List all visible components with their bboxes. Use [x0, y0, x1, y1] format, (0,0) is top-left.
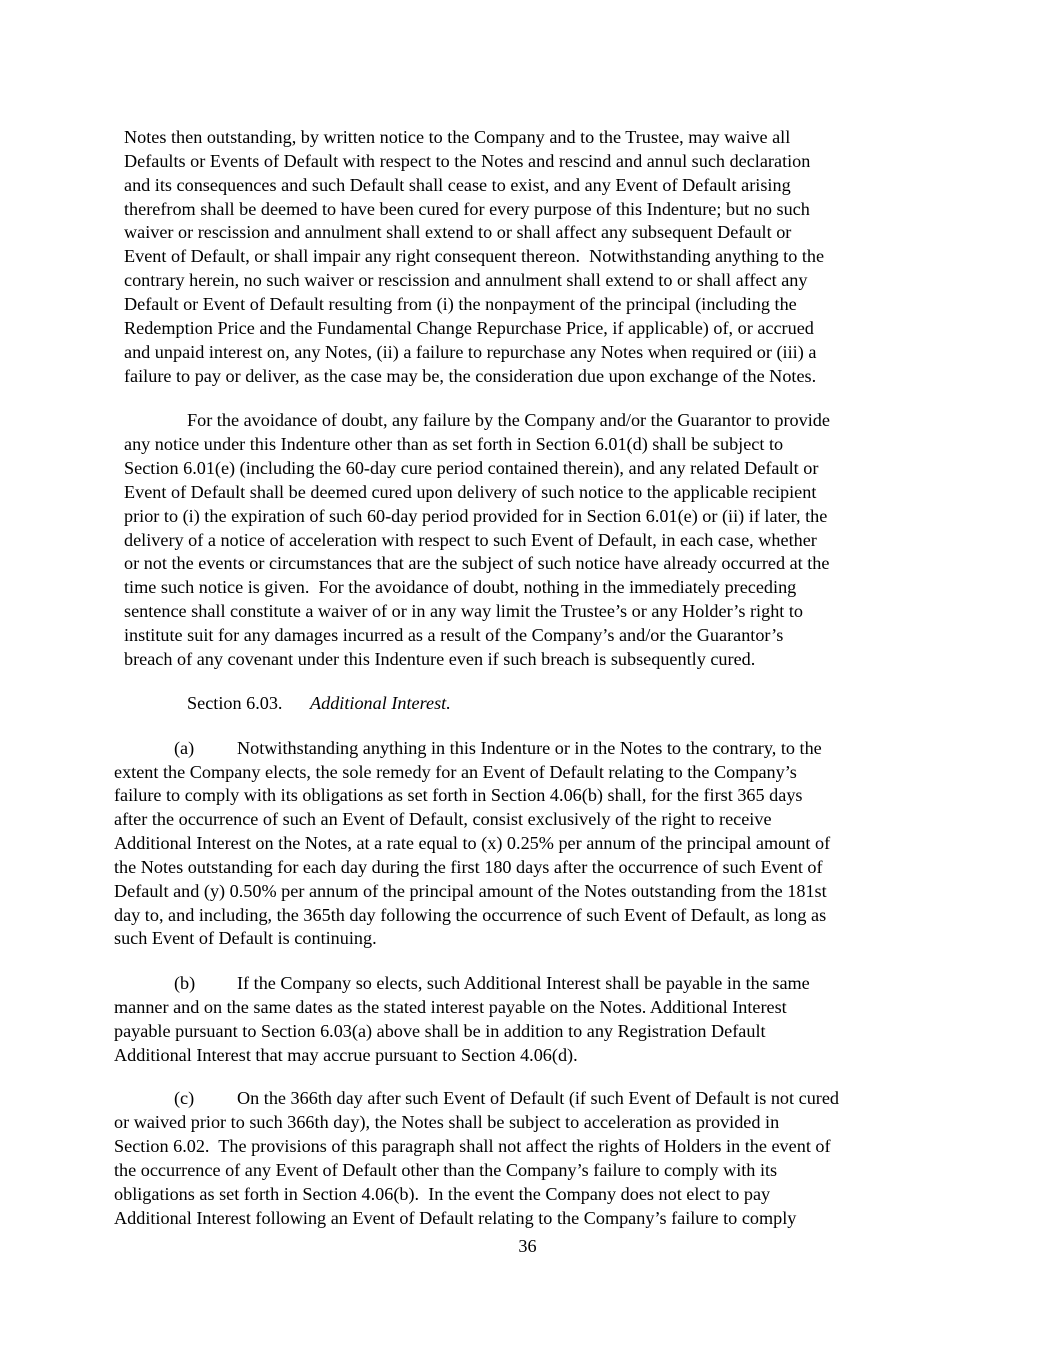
text-line: or waived prior to such 366th day), the Notes shall be subject to acceleration as provided in — [114, 1112, 780, 1132]
clause-label: (b) — [174, 973, 196, 993]
text-line: waiver or rescission and annulment shall extend to or shall affect any subsequent Default or — [124, 222, 792, 242]
text-line: Default or Event of Default resulting from (i) the nonpayment of the principal (including the — [124, 294, 797, 314]
text-line: Section 6.02. The provisions of this paragraph shall not affect the rights of Holders in the event of — [114, 1136, 831, 1156]
section-number: Section 6.03. — [187, 693, 283, 713]
text-line: Additional Interest that may accrue pursuant to Section 4.06(d). — [114, 1045, 578, 1065]
text-line: Redemption Price and the Fundamental Change Repurchase Price, if applicable) of, or accrued — [124, 318, 814, 338]
text-line: obligations as set forth in Section 4.06(b). In the event the Company does not elect to pay — [114, 1184, 771, 1204]
clause-label: (a) — [174, 738, 195, 758]
text-line: the Notes outstanding for each day during the first 180 days after the occurrence of such Event of — [114, 857, 823, 877]
text-line: failure to pay or deliver, as the case may be, the consideration due upon exchange of the Notes. — [124, 366, 817, 386]
text-line: extent the Company elects, the sole remedy for an Event of Default relating to the Company’s — [114, 762, 797, 782]
text-line: Event of Default, or shall impair any right consequent thereon. Notwithstanding anything to the — [124, 246, 825, 266]
text-line: contrary herein, no such waiver or rescission and annulment shall extend to or shall affect any — [124, 270, 808, 290]
text-line: and its consequences and such Default shall cease to exist, and any Event of Default arising — [124, 175, 791, 195]
text-line: Section 6.01(e) (including the 60-day cure period contained therein), and any related Default or — [124, 458, 819, 478]
text-line: day to, and including, the 365th day following the occurrence of such Event of Default, as long as — [114, 905, 827, 925]
text-line: Additional Interest following an Event of Default relating to the Company’s failure to comply — [114, 1208, 797, 1228]
page-number: 36 — [518, 1236, 537, 1256]
text-line: Event of Default shall be deemed cured upon delivery of such notice to the applicable recipient — [124, 482, 817, 502]
text-line: Default and (y) 0.50% per annum of the principal amount of the Notes outstanding from the 181st — [114, 881, 827, 901]
text-line: delivery of a notice of acceleration with respect to such Event of Default, in each case, whether — [124, 530, 817, 550]
text-line: prior to (i) the expiration of such 60-day period provided for in Section 6.01(e) or (ii) if later, the — [124, 506, 828, 526]
text-line: therefrom shall be deemed to have been cured for every purpose of this Indenture; but no such — [124, 199, 810, 219]
text-line: failure to comply with its obligations as set forth in Section 4.06(b) shall, for the first 365 days — [114, 785, 803, 805]
text-line: If the Company so elects, such Additional Interest shall be payable in the same — [237, 973, 810, 993]
text-line: Defaults or Events of Default with respect to the Notes and rescind and annul such declaration — [124, 151, 811, 171]
text-line: sentence shall constitute a waiver of or in any way limit the Trustee’s or any Holder’s right to — [124, 601, 804, 621]
text-line: On the 366th day after such Event of Default (if such Event of Default is not cured — [237, 1088, 840, 1108]
text-line: institute suit for any damages incurred as a result of the Company’s and/or the Guarantor’s — [124, 625, 784, 645]
text-line: manner and on the same dates as the stated interest payable on the Notes. Additional Interest — [114, 997, 787, 1017]
text-line: For the avoidance of doubt, any failure by the Company and/or the Guarantor to provide — [187, 410, 830, 430]
text-line: Notwithstanding anything in this Indenture or in the Notes to the contrary, to the — [237, 738, 822, 758]
text-line: and unpaid interest on, any Notes, (ii) a failure to repurchase any Notes when required or (iii) a — [124, 342, 817, 362]
section-title: Additional Interest. — [310, 693, 451, 713]
text-line: after the occurrence of such an Event of Default, consist exclusively of the right to receive — [114, 809, 772, 829]
text-line: such Event of Default is continuing. — [114, 928, 377, 948]
text-line: any notice under this Indenture other than as set forth in Section 6.01(d) shall be subject to — [124, 434, 784, 454]
text-line: the occurrence of any Event of Default other than the Company’s failure to comply with its — [114, 1160, 778, 1180]
text-line: Additional Interest on the Notes, at a rate equal to (x) 0.25% per annum of the principal amount of — [114, 833, 831, 853]
text-line: breach of any covenant under this Indenture even if such breach is subsequently cured. — [124, 649, 756, 669]
text-line: time such notice is given. For the avoidance of doubt, nothing in the immediately preceding — [124, 577, 797, 597]
text-line: or not the events or circumstances that are the subject of such notice have already occurred at the — [124, 553, 830, 573]
text-line: payable pursuant to Section 6.03(a) above shall be in addition to any Registration Default — [114, 1021, 766, 1041]
clause-label: (c) — [174, 1088, 195, 1108]
text-line: Notes then outstanding, by written notice to the Company and to the Trustee, may waive all — [124, 127, 791, 147]
